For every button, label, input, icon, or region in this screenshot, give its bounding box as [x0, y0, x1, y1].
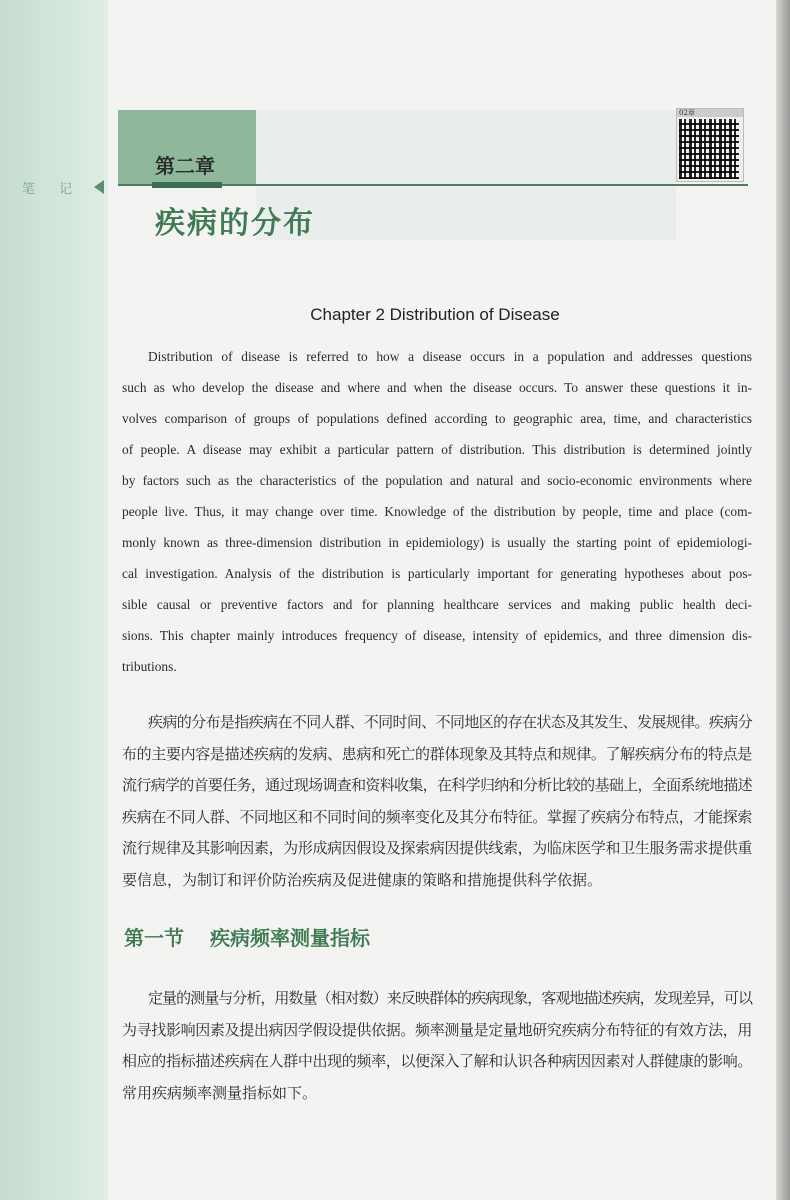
page-edge-shadow: [776, 0, 790, 1200]
english-chapter-title: Chapter 2 Distribution of Disease: [310, 305, 560, 324]
text-line: 疾病在不同人群、不同地区和不同时间的频率变化及其分布特征。掌握了疾病分布特点，才能探索: [122, 807, 752, 826]
text-line: 要信息，为制订和评价防治疾病及促进健康的策略和措施提供科学依据。: [122, 870, 603, 889]
section-paragraph: [122, 983, 752, 1109]
text-line: sions. This chapter mainly introduces frequency of disease, intensity of epidemics, and three dimension dis-: [122, 628, 752, 643]
text-line: tributions.: [122, 659, 177, 674]
text-line: 疾病的分布是指疾病在不同人群、不同时间、不同地区的存在状态及其发生、发展规律。疾病分: [148, 713, 752, 731]
text-line: 相应的指标描述疾病在人群中出现的频率，以便深入了解和认识各种病因因素对人群健康的影响。: [122, 1052, 752, 1070]
text-line: 流行病学的首要任务，通过现场调查和资料收集，在科学归纳和分析比较的基础上，全面系统地描述: [122, 776, 752, 794]
text-line: 流行规律及其影响因素，为形成病因假设及探索病因提供线索，为临床医学和卫生服务需求提供重: [122, 839, 752, 857]
text-line: monly known as three-dimension distribution in epidemiology) is usually the starting point of epidemiologi-: [122, 535, 752, 550]
text-line: 布的主要内容是描述疾病的发病、患病和死亡的群体现象及其特点和规律。了解疾病分布的特点是: [122, 744, 752, 763]
text-line: sible causal or preventive factors and for planning healthcare services and making public health deci-: [122, 597, 752, 612]
chapter-header-background: [256, 110, 676, 240]
text-line: volves comparison of groups of populations defined according to geographic area, time, and characteristics: [122, 411, 752, 426]
section-number: 第一节: [124, 926, 184, 950]
text-line: of people. A disease may exhibit a particular pattern of distribution. This distribution is determined jointly: [122, 442, 752, 457]
text-line: by factors such as the characteristics of the population and natural and socio-economic environments where: [122, 473, 752, 488]
text-line: cal investigation. Analysis of the distribution is particularly important for generating hypotheses about pos-: [122, 566, 752, 581]
chapter-number: 第二章: [155, 154, 215, 178]
qr-code-icon: [679, 119, 739, 179]
arrow-left-icon: [94, 180, 104, 194]
text-line: people live. Thus, it may change over time. Knowledge of the distribution by people, time and place (com-: [122, 504, 752, 519]
text-line: 为寻找影响因素及提出病因学假设提供依据。频率测量是定量地研究疾病分布特征的有效方法，用: [122, 1020, 752, 1039]
text-line: Distribution of disease is referred to how a disease occurs in a population and addresses questions: [148, 349, 752, 364]
chapter-title: 疾病的分布: [155, 206, 315, 241]
text-line: 定量的测量与分析，用数量（相对数）来反映群体的疾病现象，客观地描述疾病，发现差异，可以: [148, 989, 752, 1007]
text-line: such as who develop the disease and where and when the disease occurs. To answer these questions it in-: [122, 380, 752, 395]
qr-label: 02章: [677, 109, 743, 117]
chapter-divider-accent: [152, 182, 222, 188]
english-abstract: [122, 341, 752, 682]
section-title: 疾病频率测量指标: [210, 926, 370, 950]
section-heading: [124, 922, 396, 951]
intro-paragraph: [122, 707, 752, 896]
notes-label: 笔 记: [22, 182, 83, 197]
qr-code[interactable]: [676, 108, 744, 182]
text-line: 常用疾病频率测量指标如下。: [122, 1083, 318, 1102]
